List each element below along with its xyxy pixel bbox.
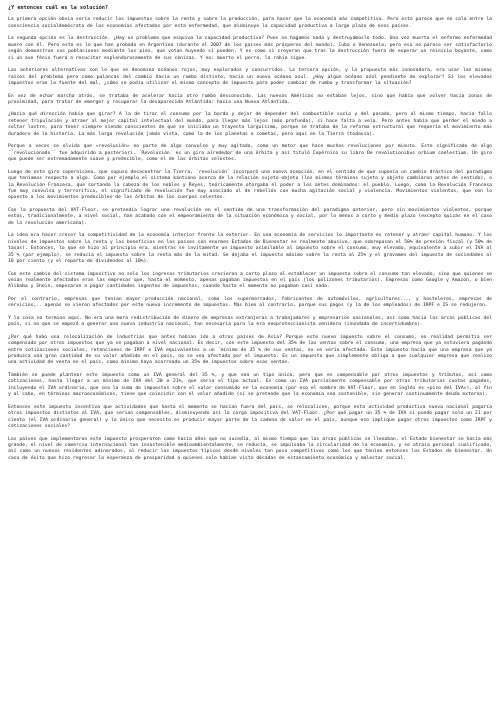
paragraph-14: También se puede plantear este impuesto como un IVA general del 35 %, y que sea un tipo único, pero que es compensable por otros impuestos y tributos, así como cotizaciones, hasta llegar a un mínimo de IVA del 20 o 21%, que sería el tipo actual. Es como un IVA parcialmente compensable por otras tributarias cuotas pagadas, incluyendo el IVA ordinario, que sea la suma de impuestos sobre el valor consumido en la economía (por eso el nombre de VAT-Floor, que en inglés es «piso del IVA»), al fin y al cabo, en términos macroeconómicos, tiene que coincidir con el valor añadido (si se pretende que la economía sea sostenible, sin generar continuamente deuda externa). — [8, 372, 492, 398]
paragraph-4: En vez de echar marcha atrás, se trataba de acelerar hacia otro rumbo desconocido. Las nuevas Américas no estaban lejos, sino que había que volver hacia zonas de proximidad, para tratar de emerger y recuperar la desaparecida Atlántida: hacia una Nueva Atlántida. — [8, 93, 492, 105]
paragraph-9: La idea era hacer crecer la competitividad de la economía interior frente la exterior. En una economía de servicios lo importante es retener y atraer capital humano. Y los niveles de impuestos sobre la renta y los beneficios en los países con enormes Estados de Bienestar es realmente abusivo, que sobrepasan el 50% de presión fiscal (y 50% de tasas). Entonces, lo que se hizo al principio era, mientras se invitamente un impuesto asimilable al impuesto sobre el consumo, muy elevado, equivalente a subir el IVA al 35 % (por ejemplo), se reducía el impuesto sobre la renta más de la mitad. Se dejaba el impuesto máximo sobre la renta al 25% y el gravamen del impuesto de sociedades al 10 por ciento (y el reparto de dividendos al 10%). — [8, 233, 492, 265]
paragraph-5: ¿Hacia qué dirección había que girar? A la de tirar el consumo por la borda y dejar de depender del combustible sucio y del pasado, pero al mismo tiempo, hacia fallo retener tripulación y atraer al mejor capital intelectual del mundo, para llegar más lejos (más profundo), si hace falta a vela. Pero antes había que perder el miedo a soltar lastre, para tener siempre siendo conscientes de que se iniciaba un trayecto larguísimo, porque se trataba de la reforma estructural que requería el movimiento más duradero de la historia. La más larga revolución jamás vista, como la de los planetas o cometas, pero aquí en la Tierra (todavía). — [8, 112, 492, 137]
paragraph-1: La primera opción obvia sería reducir los impuestos sobre la renta y sobre la producción, para hacer que la economía más competitiva. Pero esto parece que no cala entre la consciencia socialdemócrata de las economías afectadas por esta enfermedad, que disminuye la capacidad productiva a largo plazo de esos países. — [8, 17, 492, 29]
section-title: ¿Y entonces cuál es la solución? — [8, 5, 108, 11]
paragraph-11: Por el contrario, empresas que tenían mayor producción nacional, como los supermercados, fabricantes de automóviles, agricultores..., y hosteleros, empresas de servicios,.. apenas se vieron afectados por este nuevo incremento de impuestos. Más bien al contrario, porque sus pagos (y la de los empleados) de IRPF e IS se redujeron. — [8, 296, 492, 309]
paragraph-15: Entonces este impuesto incentiva que actividades que hasta el momento se hacían fuera del país, se relocalicen, porque esta actividad productiva nueva nacional pagaría otros impuestos distintos al IVA, que serían compensables, disminuyendo así la carga impositiva del VAT-Floor. ¿Por qué pagar un 35 % de IVA si puedo pagar solo un 21 por ciento (el IVA ordinario general) y lo único que necesito es producir mayor parte de la cadena de valor en el país, aunque eso implique pagar otros impuestos como IRPF y cotizaciones sociales? — [8, 404, 492, 430]
paragraph-7: Luego de este giro copernicano, que supuso desacentrar la Tierra, ´revolución´ incorporó una nueva acepción, en el sentido de que suponía un cambio drástico del paradigma que teníamos respecto a algo. Como por ejemplo el sistema kantiano acerca de la relación sujeto-objeto (los mismos términos sujeto y objeto cambiaron antes de sentido), o la Revolución Francesa, que cortando la cabeza de los nobles y Reyes, teóricamente otorgaba el poder a los antes dominados: el pueblo. Luego, como la Revolución Francesa fue muy convulsa y terrorífica, el significado de revolución fue muy asociado al de rebelión con mucha agitación social y violencia. Movimientos violentos, que son lo opuesto a los movimientos predecibles de las órbitas de los cuerpos celestes. — [8, 169, 492, 201]
paragraph-10: Con este cambio del sistema impositivo no solo los ingresos tributarios crecieron a corto plazo al establecer un impuesto sobre el consumo tan elevado, sino que quienes se veían realmente afectados eran las empresas que, hasta el momento, apenas pagaban impuestos en el país (los polizones tributarios). Empresas como Google y Amazon, o bien Alibaba y Shein, empezaron a pagar cantidades ingentes de impuestos, cuando hasta el momento no pagaban casi nada. — [8, 271, 492, 290]
paragraph-6: Porque a veces se olvida que «revolución» no parte de algo convulso y muy agitado, como un motor que hace muchas revoluciones por minuto. Este significado de algo ´´revolucionado´´ fue adquirido a posteriori. ´Revolución´ es un giro alrededor de una órbita y así tituló Copérnico su libro De revolutionibus orbium coelestium. Un giro que puede ser extremadamente suave y predecible, como el de las órbitas celestes. — [8, 144, 492, 163]
paragraph-12: Y la cosa no termino aquí. No era una mera redistribución de dinero de empresas extranjeras a trabajadores y empresarios nacionales, así como hacia las arcas públicas del país, si no que se empezó a generar una nueva industria nacional, tan necesaria para la era neoproteccionista venidera (inundada de incertidumbre). — [8, 315, 492, 328]
paragraph-16: Los países que implementaron este impuesto prosperaron como hacía años que no sucedía, al mismo tiempo que las arcas públicas se llenaban, el Estado bienestar se hacía más grande, el nivel de comercio internacional tan insostenible medioambientalmente, se reducía, se impulsaba la circularidad de la economía, y se atraía personal cualificado, así como un nuevos residentes adinerados, al reducir los impuestos típicos desde niveles tan poco competitivos como los que tenían entonces los Estados de bienestar. Un caso de éxito que hizo regresar la esperanza de prosperidad a quienes solo habían visto décadas de estancamiento económico y malestar social. — [8, 436, 492, 461]
paragraph-3: Las anteriores alternativas son lo que se denomina océanos rojos, muy explorados y concurridos. La tercera opción, y la propuesta más innovadora, era usar las mismas raíces del problema pero como palancas del cambio hacia un rumbo distinto, hacia un nuevo océano azul. ¿Hay algún océano azul pendiente de explorar? Si los elevados impuestos eran la fuente del mal, ¿cómo se podía utilizar el mismo concepto de impuesto para poder cambiar de rumbo y transformar la situación? — [8, 68, 492, 87]
paragraph-13: ¿Por qué hubo una relocalización de industrias que antes habían ido a otros países de Asia? Porque este nuevo impuesto sobre el consumo, en realidad permitía ser compensado por otros impuestos que ya se pagaban a nivel nacional. Es decir, con este impuesto del 35% de las ventas sobre el consumo, una empresa que ya estuviera pagando entre cotizaciones sociales, retenciones de IRPF e IVA equivalentes a un ´mínimo de 35 % de sus ventas, no se vería afectada. Este impuesto hacía que una empresa que ya produzca una gran cantidad de su valor añadido en el país, no se vea afectada por el impuesto. Es un impuesto que simplemente obliga a que cualquier empresa que realizo una actividad de venta en el país, como mínimo haya acarreado un 35% de impuestos sobre esas ventas. — [8, 334, 492, 366]
paragraph-2: La segunda opción es la destrucción. ¿Hay un problema que esquiva la capacidad productiva? Pues no hagamos nada y destruyámoslo todo. Una vez muerto el enfermo enfermedad muere con él. Pero esto es lo que han probado en Argentina (durante el 2007 de los países más prósperos del mundo), Cuba o Venezuela, pero eso no parece ser satisfactorio según demuestran sus poblaciones mediante los pies, que votan huyendo si pueden. Y es como si creyeran que tras la destrucción fuera de esperar un reinicio boyante, como si un ave fénix fuera a resucitar esplendorosamente de sus cenizas. Y no: muerto el perro, la rabia sigue. — [8, 36, 492, 61]
paragraph-8: Con la propuesta del VAT-Floor, se pretendía lograr una revolución en el sentido de una transformación del paradigma anterior, pero sin movimientos violentos, porque estos, tradicionalmente, a nivel social, han acabado con el empeoramiento de la situación económica y social, por lo menos a corto y medio plazo (excepto quizás en el caso de la revolución americana). — [8, 207, 492, 226]
